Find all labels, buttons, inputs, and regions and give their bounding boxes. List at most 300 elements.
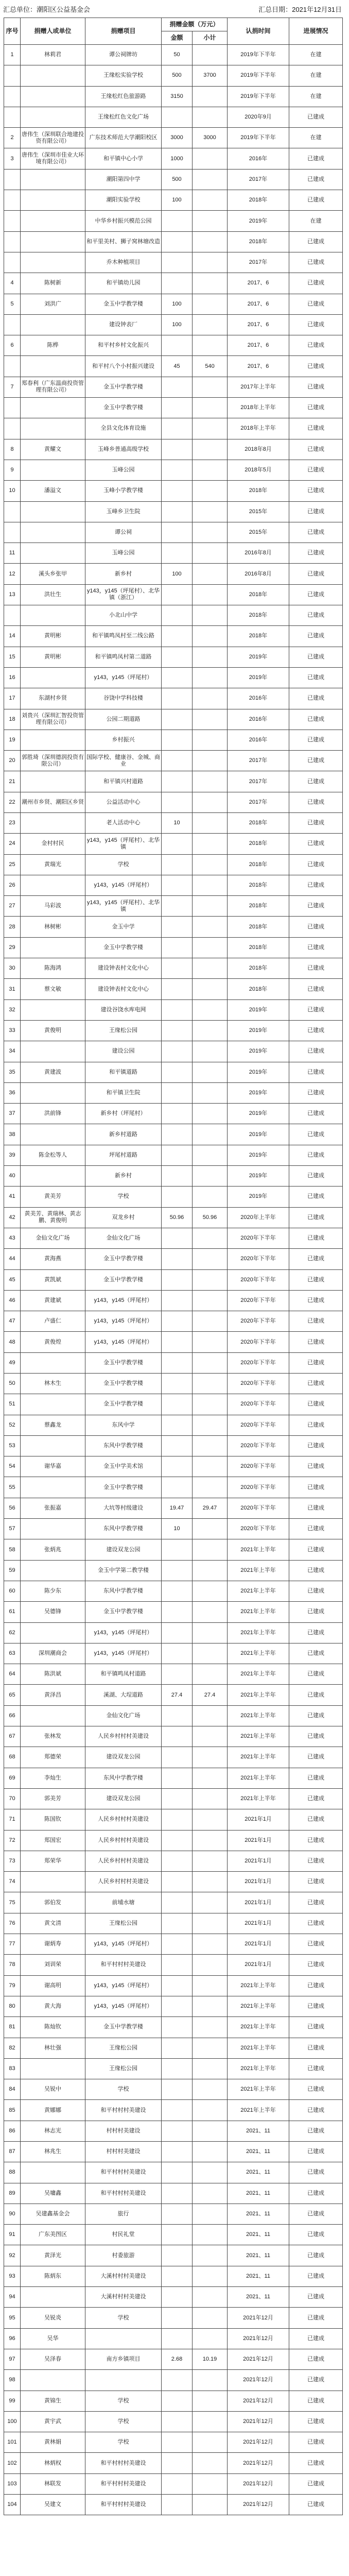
cell-project: 乔木种植项目 [85, 252, 162, 273]
cell-subtotal [193, 1768, 228, 1788]
cell-donor [21, 231, 85, 252]
cell-donor: 黄明彬 [21, 626, 85, 647]
cell-subtotal [193, 1996, 228, 2016]
cell-no: 18 [4, 709, 21, 730]
cell-status: 已建成 [289, 1643, 343, 1664]
cell-donor [21, 2058, 85, 2079]
cell-time: 2018年 [228, 584, 289, 605]
cell-time: 2017年 [228, 792, 289, 812]
col-status-header: 进展情况 [289, 18, 343, 45]
cell-subtotal [193, 1062, 228, 1082]
table-row [4, 2225, 343, 2245]
cell-subtotal [193, 1290, 228, 1311]
cell-donor: 林联发 [21, 2473, 85, 2494]
cell-status: 在建 [289, 128, 343, 148]
cell-donor: 黄美芳 [21, 1187, 85, 1207]
cell-no: 73 [4, 1851, 21, 1871]
table-row [4, 1332, 343, 1352]
cell-no: 85 [4, 2100, 21, 2121]
cell-amount [162, 1788, 193, 1809]
cell-amount: 10 [162, 1519, 193, 1539]
cell-amount [162, 211, 193, 231]
table-row [4, 1913, 343, 1934]
table-row [4, 2287, 343, 2308]
cell-amount [162, 917, 193, 937]
cell-subtotal [193, 896, 228, 917]
cell-status: 已建成 [289, 107, 343, 127]
cell-amount: 500 [162, 65, 193, 86]
cell-time: 2021年12月 [228, 2473, 289, 2494]
cell-subtotal [193, 1166, 228, 1187]
cell-status: 已建成 [289, 1872, 343, 1892]
cell-time: 2017、6 [228, 273, 289, 294]
cell-amount [162, 584, 193, 605]
cell-time: 2021年12月 [228, 2453, 289, 2473]
cell-subtotal [193, 2287, 228, 2308]
cell-donor [21, 190, 85, 211]
cell-status: 已建成 [289, 1290, 343, 1311]
cell-project: 金玉中学教学楼 [85, 294, 162, 314]
cell-project: 王缘松红色旅游路 [85, 86, 162, 107]
table-row [4, 2038, 343, 2058]
cell-donor: 黄瑞光 [21, 854, 85, 875]
cell-amount [162, 1332, 193, 1352]
cell-donor: 马彩波 [21, 896, 85, 917]
cell-project: 金仙文化广场 [85, 1228, 162, 1248]
table-row [4, 605, 343, 626]
table-row [4, 2204, 343, 2224]
cell-no: 102 [4, 2453, 21, 2473]
cell-no [4, 169, 21, 190]
cell-donor [21, 314, 85, 335]
col-time-header: 认捐时间 [228, 18, 289, 45]
cell-donor [21, 501, 85, 522]
cell-subtotal [193, 1415, 228, 1435]
cell-subtotal [193, 1934, 228, 1955]
col-project-header: 捐赠项目 [85, 18, 162, 45]
cell-time: 2021年上半年 [228, 1685, 289, 1705]
cell-time: 2021年12月 [228, 2370, 289, 2391]
table-row [4, 335, 343, 356]
cell-donor: 黄明彬 [21, 647, 85, 667]
cell-status: 已建成 [289, 2495, 343, 2515]
cell-donor [21, 356, 85, 377]
cell-donor [21, 1622, 85, 1643]
cell-donor: 黄娜娜 [21, 2100, 85, 2121]
cell-status: 已建成 [289, 1892, 343, 1913]
cell-no: 96 [4, 2328, 21, 2349]
cell-time: 2015年 [228, 501, 289, 522]
cell-subtotal [193, 2308, 228, 2328]
cell-no: 75 [4, 1892, 21, 1913]
cell-project: 建设双龙公园 [85, 1747, 162, 1768]
cell-amount [162, 1062, 193, 1082]
cell-status: 已建成 [289, 169, 343, 190]
cell-subtotal [193, 2017, 228, 2038]
table-row [4, 231, 343, 252]
cell-status: 已建成 [289, 812, 343, 833]
cell-donor [21, 2287, 85, 2308]
cell-amount: 27.4 [162, 1685, 193, 1705]
cell-project: 中华乡村振兴模范公园 [85, 211, 162, 231]
cell-project: 南方乡镇项目 [85, 2349, 162, 2369]
cell-time: 2018年 [228, 834, 289, 854]
cell-project: 东风中学教学楼 [85, 1581, 162, 1601]
cell-donor [21, 812, 85, 833]
table-row [4, 128, 343, 148]
cell-no: 98 [4, 2370, 21, 2391]
cell-time: 2021年上半年 [228, 1664, 289, 1685]
cell-time: 2021年上半年 [228, 1705, 289, 1726]
table-row [4, 730, 343, 750]
cell-no: 76 [4, 1913, 21, 1934]
cell-amount [162, 273, 193, 294]
cell-subtotal [193, 564, 228, 584]
cell-donor [21, 418, 85, 439]
cell-subtotal [193, 812, 228, 833]
cell-status: 已建成 [289, 1311, 343, 1332]
cell-status: 已建成 [289, 2287, 343, 2308]
cell-time: 2021年上半年 [228, 2079, 289, 2100]
cell-subtotal [193, 86, 228, 107]
cell-project: 玉峰公园 [85, 460, 162, 480]
cell-status: 已建成 [289, 1851, 343, 1871]
cell-no: 71 [4, 1809, 21, 1830]
cell-no [4, 605, 21, 626]
cell-status: 已建成 [289, 979, 343, 999]
table-row [4, 1664, 343, 1685]
cell-donor: 洪壮生 [21, 584, 85, 605]
cell-donor [21, 1352, 85, 1373]
cell-status: 已建成 [289, 917, 343, 937]
cell-project: 学校 [85, 854, 162, 875]
cell-no: 64 [4, 1664, 21, 1685]
cell-time: 2021年上半年 [228, 1622, 289, 1643]
cell-subtotal [193, 1394, 228, 1415]
cell-subtotal [193, 2058, 228, 2079]
cell-donor: 郑春利（广东温商投资管理有限公司） [21, 377, 85, 397]
summary-date-label: 汇总日期：2021年12月31日 [258, 6, 342, 13]
table-row [4, 481, 343, 501]
table-row [4, 1934, 343, 1955]
cell-status: 已建成 [289, 1560, 343, 1581]
cell-donor: 张炳兆 [21, 1539, 85, 1560]
cell-status: 已建成 [289, 1394, 343, 1415]
cell-time: 2021年1月 [228, 1830, 289, 1851]
col-no-header: 序号 [4, 18, 21, 45]
cell-status: 已建成 [289, 2017, 343, 2038]
cell-amount [162, 1435, 193, 1456]
cell-status: 已建成 [289, 1082, 343, 1103]
cell-subtotal [193, 1539, 228, 1560]
cell-amount [162, 1374, 193, 1394]
cell-status: 已建成 [289, 1456, 343, 1477]
cell-donor [21, 605, 85, 626]
cell-donor [21, 771, 85, 792]
cell-time: 2018年 [228, 937, 289, 958]
table-row [4, 958, 343, 979]
table-header-row [4, 18, 343, 31]
table-row [4, 688, 343, 709]
cell-no: 57 [4, 1519, 21, 1539]
cell-project: 前埔水塘 [85, 1892, 162, 1913]
cell-donor: 林莉君 [21, 45, 85, 65]
cell-status: 已建成 [289, 2370, 343, 2391]
cell-project: 新乡村 [85, 1166, 162, 1187]
cell-project: 东风中学 [85, 1415, 162, 1435]
cell-subtotal: 29.47 [193, 1498, 228, 1518]
cell-subtotal [193, 481, 228, 501]
cell-project: 谭公祠牌坊 [85, 45, 162, 65]
cell-project: 建设钟表村文化中心 [85, 958, 162, 979]
cell-project: 金玉中学第二教学楼 [85, 1560, 162, 1581]
cell-time: 2020年下半年 [228, 1290, 289, 1311]
cell-donor [21, 2162, 85, 2183]
table-row [4, 1104, 343, 1124]
cell-no: 7 [4, 377, 21, 397]
table-row [4, 1768, 343, 1788]
cell-amount [162, 2473, 193, 2494]
cell-subtotal [193, 2495, 228, 2515]
cell-time: 2018年 [228, 231, 289, 252]
cell-status: 已建成 [289, 1332, 343, 1352]
table-row [4, 1374, 343, 1394]
cell-donor: 溪头乡张甲 [21, 564, 85, 584]
cell-time: 2021年上半年 [228, 2038, 289, 2058]
cell-subtotal [193, 1477, 228, 1498]
cell-no: 90 [4, 2204, 21, 2224]
cell-donor: 郑国宏 [21, 1830, 85, 1851]
cell-status: 已建成 [289, 2121, 343, 2141]
cell-donor: 陈金松等人 [21, 1145, 85, 1165]
cell-status: 已建成 [289, 2391, 343, 2411]
cell-time: 2018年8月 [228, 439, 289, 460]
cell-no: 55 [4, 1477, 21, 1498]
cell-time: 2021年12月 [228, 2308, 289, 2328]
cell-donor [21, 1124, 85, 1145]
cell-amount [162, 418, 193, 439]
cell-time: 2018年5月 [228, 460, 289, 480]
cell-no [4, 314, 21, 335]
cell-subtotal [193, 917, 228, 937]
cell-status: 已建成 [289, 1705, 343, 1726]
cell-donor [21, 460, 85, 480]
cell-subtotal [193, 1352, 228, 1373]
cell-amount [162, 730, 193, 750]
table-row [4, 1352, 343, 1373]
cell-project: y143，y145（坪尾村） [85, 1975, 162, 1996]
cell-time: 2021、11 [228, 2162, 289, 2183]
cell-project: 人民乡村村村美建设 [85, 1830, 162, 1851]
cell-time: 2017、6 [228, 294, 289, 314]
cell-no: 92 [4, 2245, 21, 2266]
cell-project: 和平村乡村文化振兴 [85, 335, 162, 356]
table-row [4, 148, 343, 169]
cell-no: 32 [4, 999, 21, 1020]
cell-project: 潮阳第四中学 [85, 169, 162, 190]
cell-subtotal [193, 2473, 228, 2494]
cell-no: 104 [4, 2495, 21, 2515]
cell-subtotal [193, 377, 228, 397]
cell-subtotal [193, 792, 228, 812]
cell-no: 103 [4, 2473, 21, 2494]
cell-status: 已建成 [289, 1768, 343, 1788]
cell-donor [21, 1519, 85, 1539]
cell-subtotal [193, 294, 228, 314]
cell-status: 已建成 [289, 854, 343, 875]
cell-amount [162, 709, 193, 730]
cell-amount [162, 1560, 193, 1581]
cell-project: 东风中学教学楼 [85, 1519, 162, 1539]
cell-project: 金玉中学教学楼 [85, 1352, 162, 1373]
cell-time: 2021年上半年 [228, 1788, 289, 1809]
cell-project: 学校 [85, 2411, 162, 2432]
cell-no: 39 [4, 1145, 21, 1165]
cell-no: 41 [4, 1187, 21, 1207]
cell-amount: 3150 [162, 86, 193, 107]
cell-time: 2020年下半年 [228, 1332, 289, 1352]
table-row [4, 751, 343, 771]
cell-project: 玉峰乡普通高级学校 [85, 439, 162, 460]
cell-time: 2017年上半年 [228, 377, 289, 397]
cell-donor: 金村村民 [21, 834, 85, 854]
cell-time: 2018年上半年 [228, 398, 289, 418]
cell-status: 已建成 [289, 2349, 343, 2369]
cell-project: 建设双龙公园 [85, 1788, 162, 1809]
cell-subtotal [193, 1851, 228, 1871]
table-row [4, 667, 343, 688]
cell-no: 79 [4, 1975, 21, 1996]
table-row [4, 190, 343, 211]
cell-amount [162, 1830, 193, 1851]
cell-amount [162, 1975, 193, 1996]
cell-status: 已建成 [289, 1602, 343, 1622]
cell-no [4, 65, 21, 86]
cell-subtotal [193, 709, 228, 730]
cell-subtotal: 540 [193, 356, 228, 377]
cell-no: 14 [4, 626, 21, 647]
cell-donor [21, 1435, 85, 1456]
cell-subtotal [193, 1104, 228, 1124]
cell-project: 金仙文化广场 [85, 1705, 162, 1726]
cell-status: 已建成 [289, 356, 343, 377]
table-row [4, 626, 343, 647]
cell-status: 已建成 [289, 2100, 343, 2121]
cell-donor [21, 937, 85, 958]
cell-time: 2016年8月 [228, 564, 289, 584]
cell-donor: 吴德锋 [21, 1602, 85, 1622]
cell-donor: 张林发 [21, 1726, 85, 1747]
cell-subtotal [193, 1020, 228, 1041]
cell-amount [162, 1622, 193, 1643]
table-row [4, 273, 343, 294]
cell-amount [162, 2141, 193, 2162]
table-row [4, 896, 343, 917]
cell-no: 20 [4, 751, 21, 771]
cell-subtotal [193, 1975, 228, 1996]
cell-status: 已建成 [289, 1539, 343, 1560]
cell-no: 82 [4, 2038, 21, 2058]
cell-subtotal [193, 1892, 228, 1913]
cell-amount [162, 667, 193, 688]
cell-amount [162, 1020, 193, 1041]
table-row [4, 1622, 343, 1643]
cell-donor [21, 65, 85, 86]
cell-amount [162, 1394, 193, 1415]
cell-donor [21, 543, 85, 564]
cell-no: 65 [4, 1685, 21, 1705]
cell-no: 25 [4, 854, 21, 875]
cell-time: 2017、6 [228, 356, 289, 377]
cell-donor [21, 875, 85, 895]
cell-project: 和平镇幼儿园 [85, 273, 162, 294]
cell-time: 2020年下半年 [228, 1311, 289, 1332]
cell-project: 新乡村道路 [85, 1124, 162, 1145]
cell-subtotal [193, 1913, 228, 1934]
cell-time: 2017年 [228, 751, 289, 771]
table-row [4, 418, 343, 439]
cell-time: 2019年 [228, 1187, 289, 1207]
cell-time: 2018年 [228, 605, 289, 626]
cell-project: 和平里美村、狮子窝林塘改造 [85, 231, 162, 252]
cell-time: 2021年上半年 [228, 1768, 289, 1788]
table-row [4, 439, 343, 460]
cell-time: 2019年 [228, 1041, 289, 1062]
cell-no: 47 [4, 1311, 21, 1332]
cell-amount [162, 605, 193, 626]
cell-time: 2018年 [228, 812, 289, 833]
table-row [4, 999, 343, 1020]
cell-no: 37 [4, 1104, 21, 1124]
cell-status: 已建成 [289, 647, 343, 667]
cell-amount [162, 2495, 193, 2515]
table-row [4, 584, 343, 605]
cell-time: 2020年下半年 [228, 1498, 289, 1518]
cell-subtotal [193, 211, 228, 231]
cell-time: 2021年12月 [228, 2411, 289, 2432]
cell-donor: 唐伟生（深圳联合地建投资有限公司） [21, 128, 85, 148]
cell-status: 已建成 [289, 1975, 343, 1996]
cell-amount: 1000 [162, 148, 193, 169]
cell-project: y143，y145（坪尾村）、北华镇 [85, 896, 162, 917]
cell-no: 44 [4, 1249, 21, 1269]
cell-amount [162, 1768, 193, 1788]
cell-time: 2020年下半年 [228, 1435, 289, 1456]
cell-no [4, 252, 21, 273]
cell-time: 2020年下半年 [228, 1374, 289, 1394]
summary-unit-label: 汇总单位：潮阳区公益基金会 [3, 6, 91, 13]
cell-amount [162, 2121, 193, 2141]
table-row [4, 1498, 343, 1518]
cell-status: 已建成 [289, 1788, 343, 1809]
cell-amount [162, 1269, 193, 1290]
table-row [4, 1249, 343, 1269]
table-row [4, 917, 343, 937]
table-row [4, 522, 343, 543]
cell-no: 62 [4, 1622, 21, 1643]
cell-donor: 黄俊明 [21, 1020, 85, 1041]
cell-project: 王缘松实验学校 [85, 65, 162, 86]
cell-no: 69 [4, 1768, 21, 1788]
cell-project: 村村村美建设 [85, 2141, 162, 2162]
table-row [4, 937, 343, 958]
cell-time: 2019年下半年 [228, 128, 289, 148]
table-row [4, 1560, 343, 1581]
cell-no: 77 [4, 1934, 21, 1955]
cell-time: 2020年9月 [228, 107, 289, 127]
cell-amount [162, 522, 193, 543]
cell-no: 5 [4, 294, 21, 314]
